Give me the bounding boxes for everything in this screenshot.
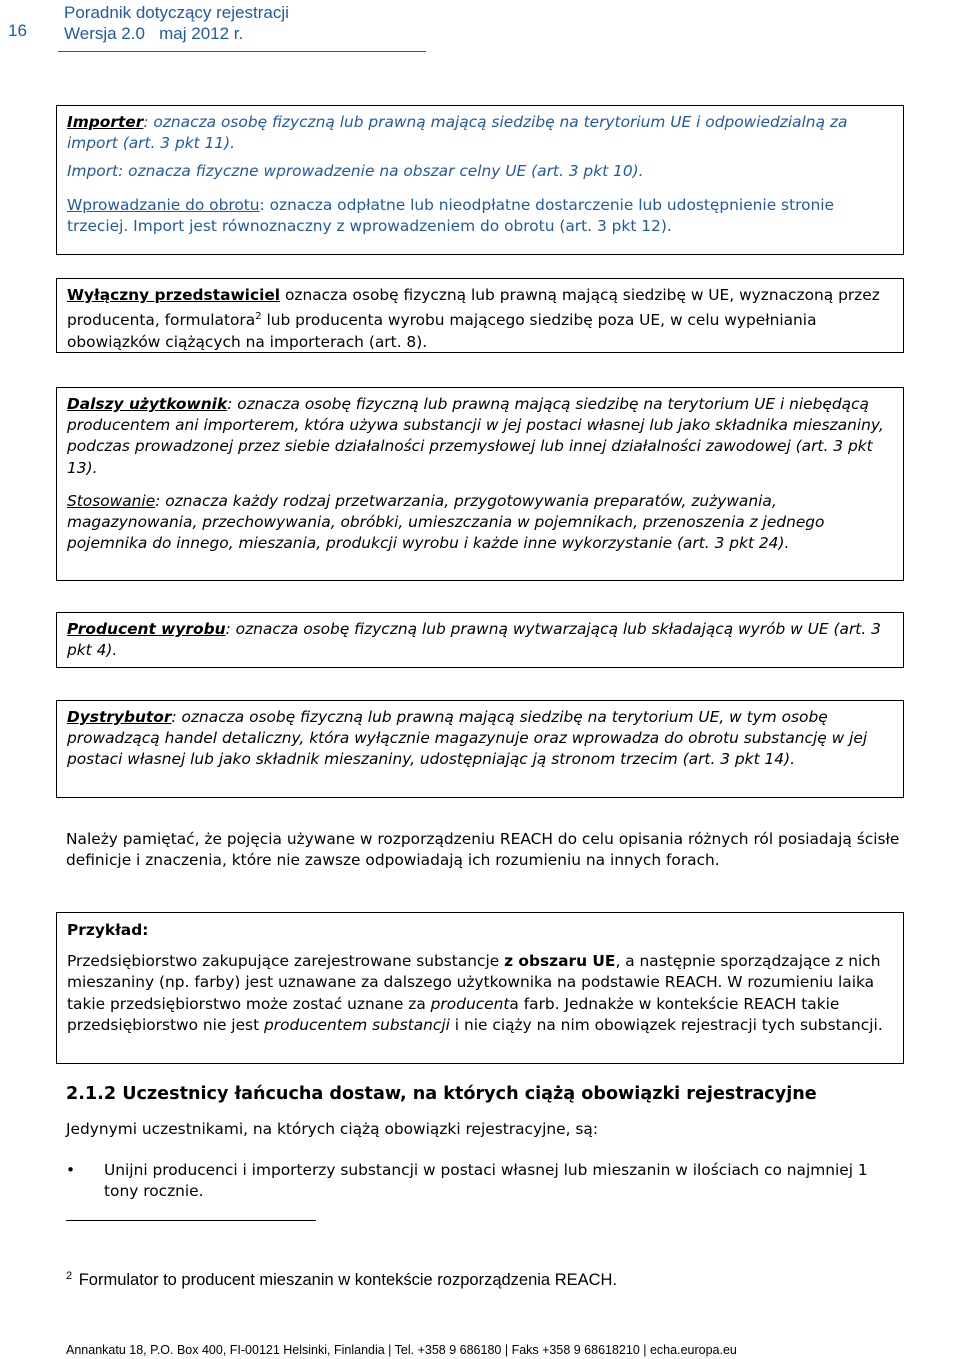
use-definition xyxy=(67,491,893,555)
term-article-producer: Producent wyrobu xyxy=(67,620,226,638)
distributor-text: : oznacza osobę fizyczną lub prawną mającą siedzibę na terytorium UE, w tym osobę prowadzącą handel detaliczny, która wyłącznie magazynuje oraz wprowadza do obrotu substancję w jej postaci własnej lub jako składnik mieszaniny, udostępniając ją stronom trzecim (art. 3 pkt 14). xyxy=(67,708,868,769)
distributor-definition xyxy=(67,707,893,771)
definition-box-only-representative xyxy=(56,278,904,353)
page-number: 16 xyxy=(8,21,27,40)
note-paragraph xyxy=(66,829,906,871)
example-text-part3: , a następnie sporządzające z nich mieszaniny (np. farby) jest uznawane za dalszego użytkownika na podstawie REACH. W rozumieniu laika takie przedsiębiorstwo może zostać uznane za xyxy=(67,952,881,1013)
use-text: : oznacza każdy rodzaj przetwarzania, przygotowywania preparatów, zużywania, magazynowania, przechowywania, obróbki, umieszczania w pojemnikach, przenoszenia z jednego pojemnika do innego, mieszania, produkcji wyrobu i każde inne wykorzystanie (art. 3 pkt 24). xyxy=(67,491,825,553)
only-representative-text-b: lub producenta wyrobu mającego siedzibę poza UE, w celu wypełniania obowiązków ciążących na importerach (art. 8). xyxy=(67,311,817,351)
definition-box-article-producer xyxy=(56,612,904,668)
example-text-part5: a farb. Jednakże w kontekście REACH takie przedsiębiorstwo nie jest xyxy=(67,994,840,1034)
term-downstream-user: Dalszy użytkownik xyxy=(67,395,228,413)
downstream-user-definition xyxy=(67,394,893,479)
version-label: Wersja 2.0 xyxy=(64,24,145,43)
importer-text: : oznacza osobę fizyczną lub prawną mającą siedzibę na terytorium UE i odpowiedzialną za import (art. 3 pkt 11). xyxy=(67,113,848,153)
document-version xyxy=(64,23,289,44)
term-placing-on-market: Wprowadzanie do obrotu xyxy=(67,195,260,214)
footnote-ref: 2 xyxy=(255,311,262,323)
only-representative-text-a: oznacza osobę fizyczną lub prawną mającą siedzibę w UE, wyznaczoną przez producenta, formulatora xyxy=(67,286,880,330)
term-distributor: Dystrybutor xyxy=(67,708,172,726)
definition-box-importer xyxy=(56,105,904,255)
downstream-user-text: : oznacza osobę fizyczną lub prawną mającą siedzibę na terytorium UE i niebędącą producentem ani importerem, która używa substancji w jej postaci własnej lub jako składnika mieszaniny, podczas prowadzonej przez siebie działalności przemysłowej lub innej działalności zawodowej (art. 3 pkt 13). xyxy=(67,395,884,477)
example-text-part7: i nie ciąży na nim obowiązek rejestracji tych substancji. xyxy=(449,1015,883,1034)
import-definition: Import: oznacza fizyczne wprowadzenie na obszar celny UE (art. 3 pkt 10). xyxy=(67,162,644,181)
placing-on-market-definition xyxy=(67,195,893,237)
footnote xyxy=(66,1270,617,1290)
document-title: Poradnik dotyczący rejestracji xyxy=(64,3,289,22)
example-text-bold: z obszaru UE xyxy=(504,952,616,971)
section-intro xyxy=(66,1119,906,1140)
list-item-text: Unijni producenci i importerzy substancji w postaci własnej lub mieszanin w ilościach co najmniej 1 tony rocznie. xyxy=(104,1161,868,1201)
importer-definition xyxy=(67,112,893,154)
article-producer-text: : oznacza osobę fizyczną lub prawną wytwarzającą lub składającą wyrób w UE (art. 3 pkt 4). xyxy=(67,620,881,660)
page-footer: Annankatu 18, P.O. Box 400, FI-00121 Helsinki, Finlandia | Tel. +358 9 686180 | Faks +358 9 68618210 | echa.europa.eu xyxy=(66,1343,737,1357)
footnote-number: 2 xyxy=(66,1270,73,1282)
section-intro-text: Jedynymi uczestnikami, na których ciążą obowiązki rejestracyjne, są: xyxy=(66,1120,598,1138)
example-text xyxy=(67,951,893,1036)
term-use: Stosowanie xyxy=(67,491,156,510)
term-only-representative: Wyłączny przedstawiciel xyxy=(67,286,281,304)
definition-box-distributor xyxy=(56,700,904,798)
example-heading: Przykład: xyxy=(67,921,149,939)
example-text-italic1: producent xyxy=(430,994,510,1013)
term-importer: Importer xyxy=(67,113,144,131)
article-producer-definition xyxy=(67,619,893,661)
definition-box-downstream-user xyxy=(56,387,904,581)
footnote-separator xyxy=(66,1220,316,1221)
example-text-part1: Przedsiębiorstwo zakupujące zarejestrowane substancje xyxy=(67,952,505,971)
note-text: Należy pamiętać, że pojęcia używane w rozporządzeniu REACH do celu opisania różnych ról posiadają ścisłe definicje i znaczenia, które nie zawsze odpowiadają ich rozumieniu na innych forach. xyxy=(66,830,900,870)
only-representative-definition xyxy=(67,285,893,353)
header-rule xyxy=(58,51,426,52)
bullet-icon: • xyxy=(66,1161,76,1179)
example-box xyxy=(56,912,904,1064)
section-heading: 2.1.2 Uczestnicy łańcucha dostaw, na których ciążą obowiązki rejestracyjne xyxy=(66,1084,817,1104)
placing-on-market-text: : oznacza odpłatne lub nieodpłatne dostarczenie lub udostępnienie stronie trzeciej. Import jest równoznaczny z wprowadzeniem do obrotu (art. 3 pkt 12). xyxy=(67,195,835,235)
footnote-text: Formulator to producent mieszanin w kontekście rozporządzenia REACH. xyxy=(78,1271,618,1289)
version-date: maj 2012 r. xyxy=(159,24,244,43)
document-header xyxy=(64,2,289,44)
example-text-italic2: producentem substancji xyxy=(264,1015,450,1034)
